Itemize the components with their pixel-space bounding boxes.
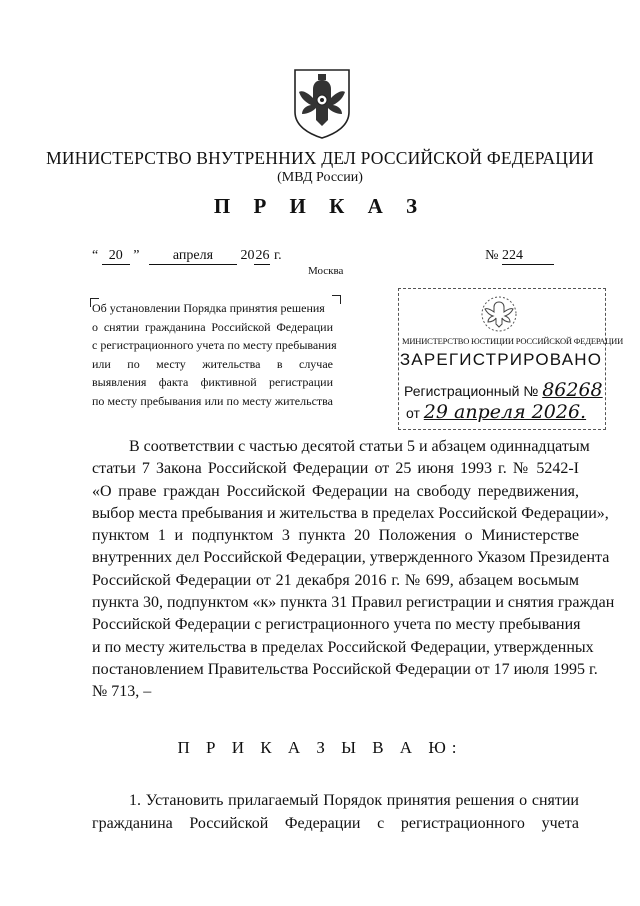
city: Москва — [308, 265, 344, 277]
body-line: и по месту жительства в пределах Российской Федерации, утвержденных — [92, 638, 594, 656]
order-heading: П Р И К А З Ы В А Ю: — [177, 738, 463, 757]
title-line: с регистрационного учета по месту пребывания — [92, 338, 337, 352]
eagle-emblem-icon — [478, 294, 520, 334]
document-date — [92, 248, 282, 265]
title-bracket-right — [332, 295, 341, 304]
order-item-1 — [92, 789, 579, 835]
body-line: «О праве граждан Российской Федерации на свободу передвижения, — [92, 482, 579, 500]
body-line: внутренних дел Российской Федерации, утвержденного Указом Президента — [92, 549, 610, 567]
number-label: № — [485, 248, 499, 263]
stamp-date-value: 29 апреля 2026. — [423, 401, 587, 423]
date-year-prefix: 20 — [240, 248, 255, 263]
body-line: Российской Федерации от 21 декабря 2016 г. № 699, абзацем восьмым — [92, 571, 579, 589]
reg-number-value: 86268 — [542, 379, 603, 401]
body-line: пунктом 1 и подпунктом 3 пункта 20 Положения о Министерстве — [92, 527, 579, 545]
item-line: 1. Установить прилагаемый Порядок принятия решения о снятии — [129, 792, 579, 809]
preamble-paragraph — [92, 436, 615, 704]
document-number — [485, 248, 554, 265]
title-line: выявления факта фиктивной регистрации — [92, 375, 333, 389]
ministry-name: МИНИСТЕРСТВО ВНУТРЕННИХ ДЕЛ РОССИЙСКОЙ ФЕДЕРАЦИИ — [46, 148, 594, 168]
title-line: Об установлении Порядка принятия решения — [92, 301, 325, 315]
date-year-suffix: 26 — [255, 248, 270, 263]
date-month: апреля — [149, 249, 237, 265]
title-line: по месту пребывания или по месту жительства — [92, 393, 333, 408]
document-title — [92, 299, 337, 410]
body-line: В соответствии с частью десятой статьи 5 и абзацем одиннадцатым — [129, 438, 590, 455]
stamp-date — [406, 401, 586, 423]
date-day: 20 — [102, 249, 130, 265]
body-line: Российской Федерации с регистрационного учета по месту пребывания — [92, 616, 581, 634]
reg-number-label: Регистрационный № — [404, 383, 539, 399]
number-value: 224 — [502, 249, 554, 265]
stamp-registered: ЗАРЕГИСТРИРОВАНО — [399, 350, 603, 369]
document-type: П Р И К А З — [213, 194, 427, 218]
title-line: или по месту жительства в случае — [92, 356, 333, 371]
body-line: выбор места пребывания и жительства в пределах Российской Федерации», — [92, 504, 609, 522]
close-quote: ” — [133, 248, 140, 263]
body-line: статьи 7 Закона Российской Федерации от 25 июня 1993 г. № 5242-I — [92, 460, 579, 478]
ministry-short-name: (МВД России) — [277, 170, 363, 185]
body-line: пункта 30, подпунктом «к» пункта 31 Правил регистрации и снятия граждан — [92, 594, 615, 612]
open-quote: “ — [92, 248, 99, 263]
stamp-date-prefix: от — [406, 405, 420, 421]
date-year-label: г. — [273, 248, 282, 263]
item-line: гражданина Российской Федерации с регистрационного учета — [92, 815, 579, 832]
stamp-authority: МИНИСТЕРСТВО ЮСТИЦИИ РОССИЙСКОЙ ФЕДЕРАЦИИ — [402, 336, 624, 346]
russian-coat-of-arms-icon — [289, 64, 355, 140]
body-line: № 713, – — [92, 683, 152, 701]
title-line: о снятии гражданина Российской Федерации — [92, 319, 333, 334]
body-line: постановлением Правительства Российской Федерации от 17 июля 1995 г. — [92, 660, 598, 678]
stamp-registration-number — [404, 379, 603, 401]
